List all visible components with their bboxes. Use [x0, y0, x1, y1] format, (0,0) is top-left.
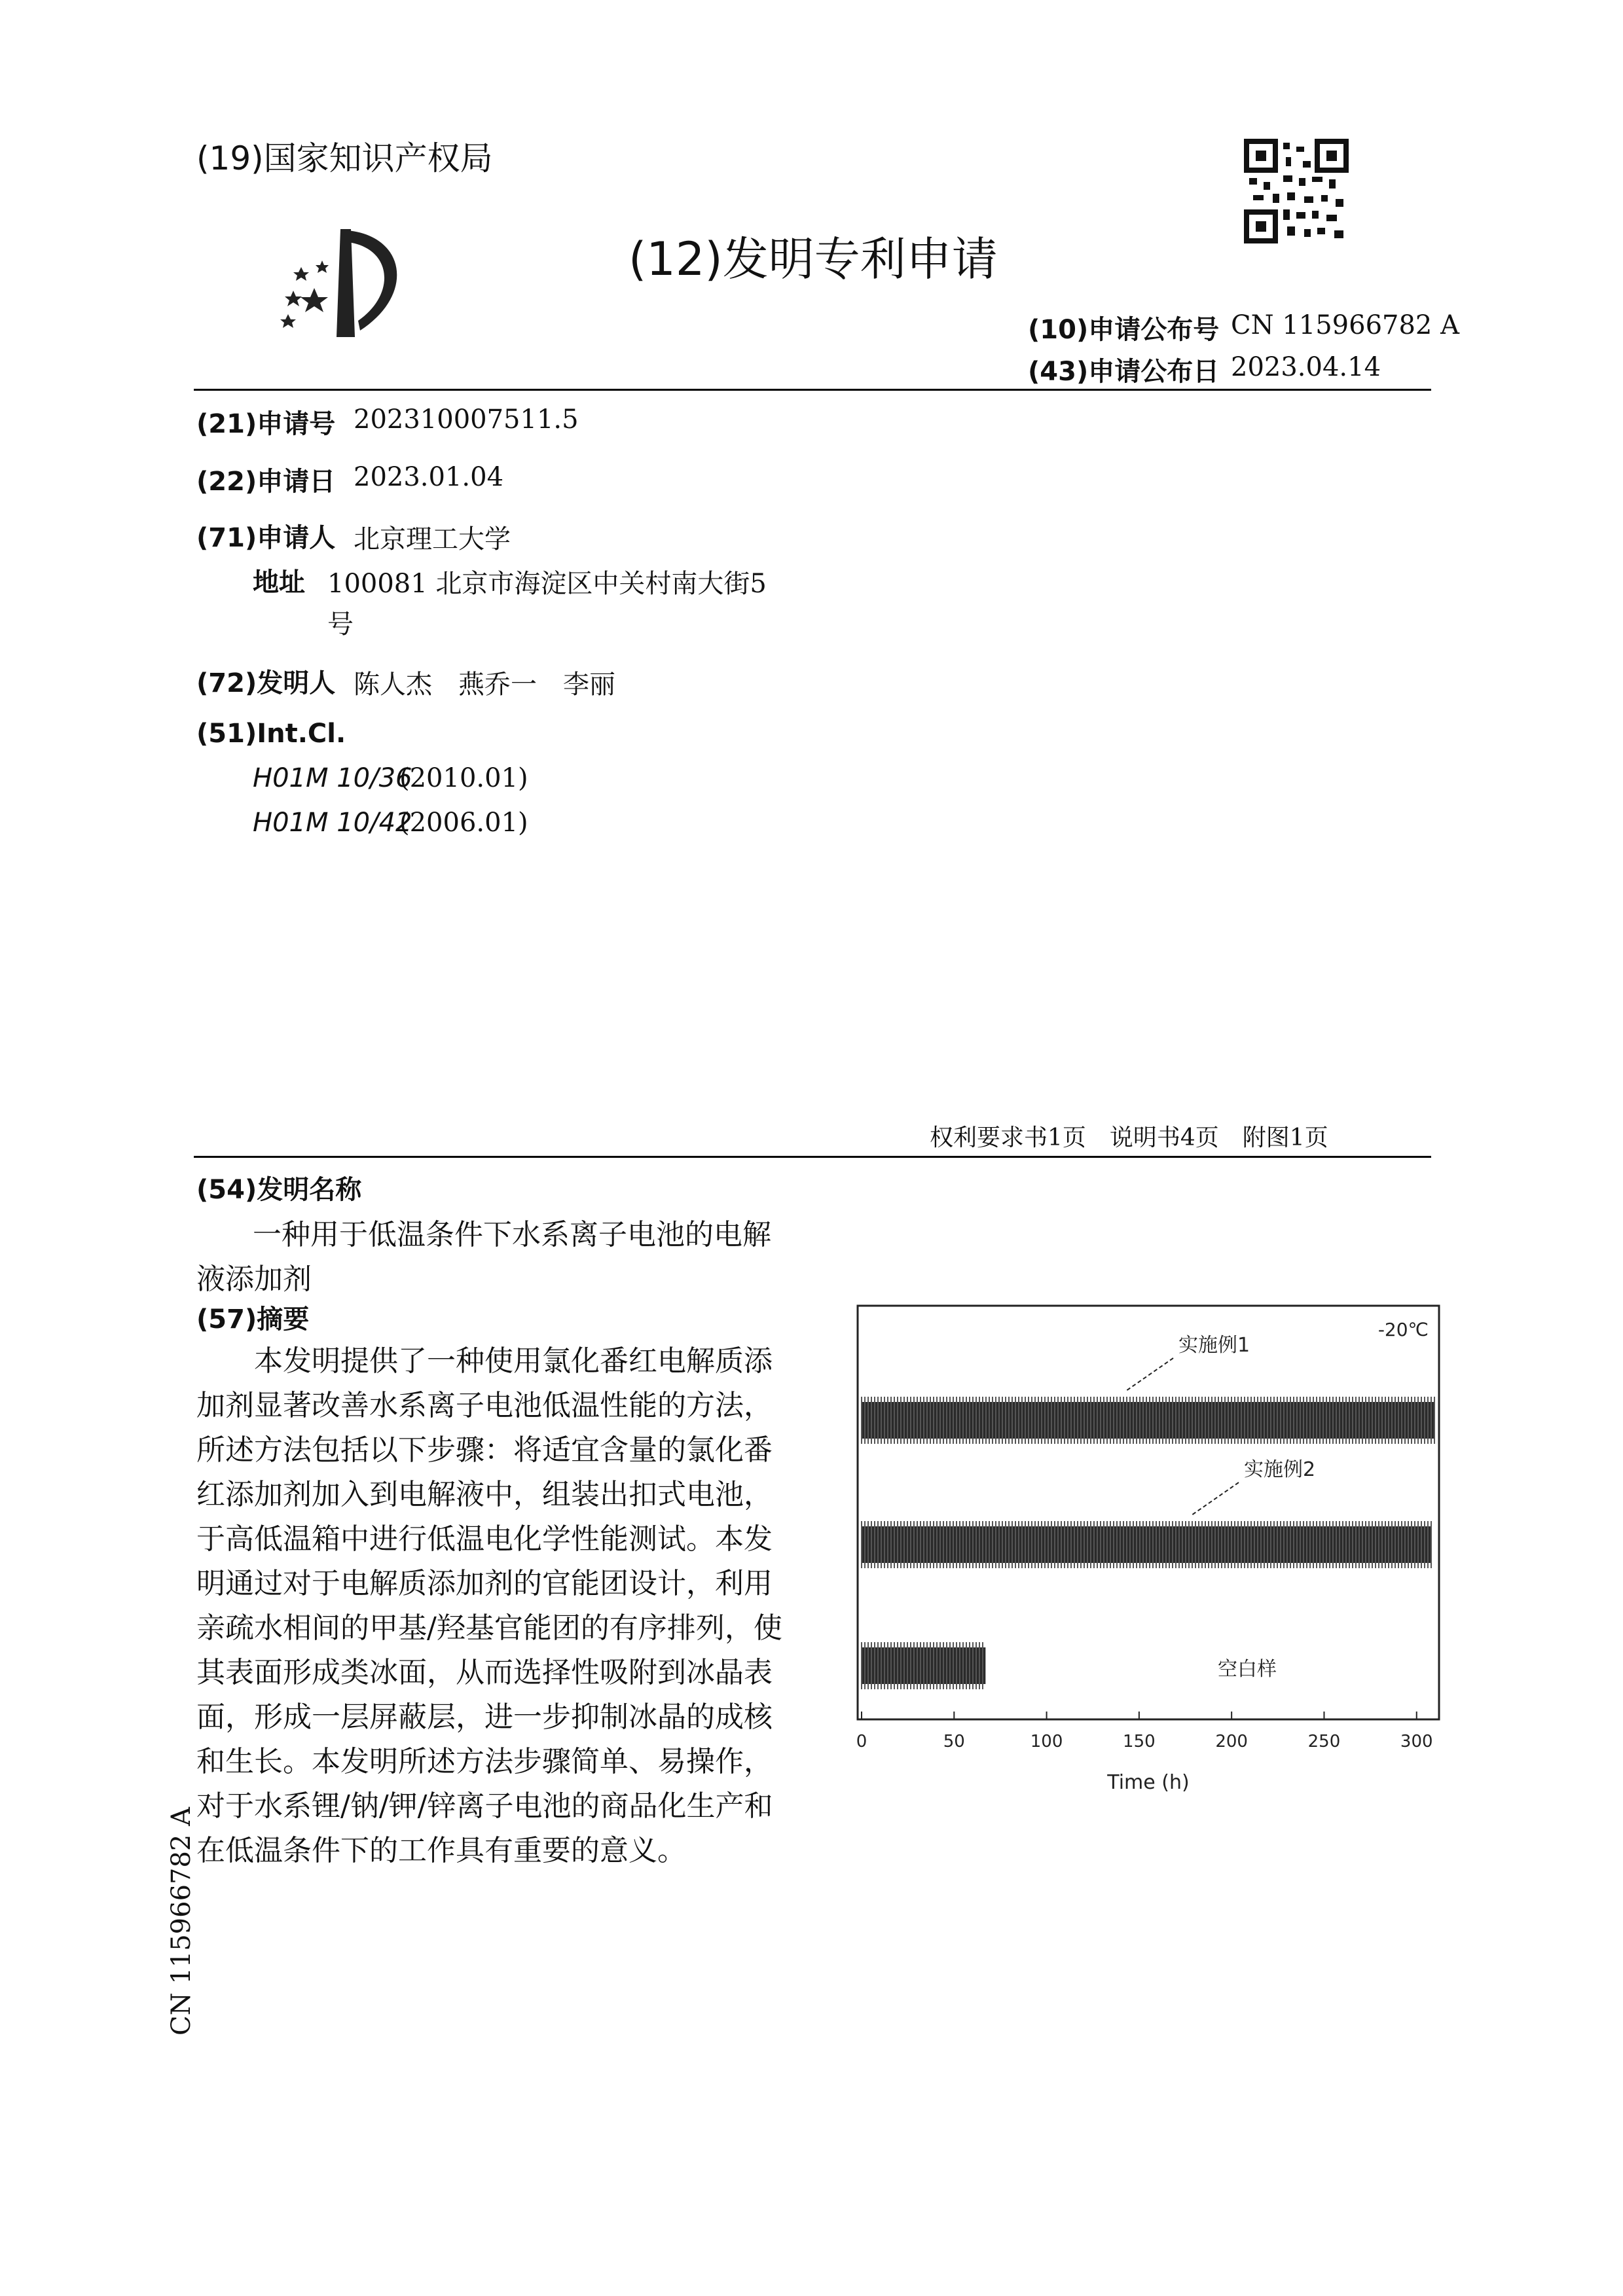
- int-cl-label: (51)Int.Cl.: [196, 719, 346, 749]
- ipc-code: H01M 10/42: [253, 808, 412, 838]
- address-label: 地址: [253, 567, 305, 598]
- data-bar: [862, 1521, 1431, 1568]
- data-bar: [862, 1642, 985, 1689]
- publication-date: 2023.04.14: [1231, 352, 1381, 382]
- invention-title-line1: 一种用于低温条件下水系离子电池的电解: [253, 1218, 771, 1251]
- publication-number-label: (10)申请公布号: [1028, 315, 1220, 345]
- annotation-arrow: [1126, 1358, 1173, 1391]
- abstract-label: (57)摘要: [196, 1304, 310, 1335]
- x-tick-label: 300: [1400, 1732, 1433, 1751]
- qr-code: [1244, 139, 1349, 243]
- x-tick-label: 200: [1215, 1732, 1248, 1751]
- annotation-arrow: [1192, 1482, 1239, 1515]
- series-label: 空白样: [1218, 1658, 1277, 1681]
- x-tick-label: 100: [1030, 1732, 1063, 1751]
- publication-number: CN 115966782 A: [1231, 310, 1459, 340]
- title-label: (54)发明名称: [196, 1175, 362, 1205]
- x-axis-label: Time (h): [1107, 1771, 1190, 1794]
- side-publication-number: CN 115966782 A: [166, 1807, 196, 2036]
- applicant: 北京理工大学: [354, 524, 511, 554]
- cycling-chart: [838, 1299, 1447, 1803]
- publication-date-label: (43)申请公布日: [1028, 357, 1220, 387]
- office-name: (19)国家知识产权局: [196, 139, 493, 177]
- x-tick-label: 50: [943, 1732, 965, 1751]
- data-bar: [862, 1397, 1435, 1444]
- document-type: (12)发明专利申请: [629, 232, 998, 286]
- invention-title-line2: 液添加剂: [196, 1263, 312, 1296]
- header-divider: [194, 389, 1431, 391]
- application-date-label: (22)申请日: [196, 467, 336, 497]
- patent-office-logo: [268, 223, 426, 340]
- series-label: 实施例1: [1178, 1334, 1250, 1357]
- x-tick-label: 0: [856, 1732, 867, 1751]
- abstract-figure: [838, 1299, 1447, 1803]
- ipc-version: (2006.01): [399, 808, 528, 838]
- ipc-version: (2010.01): [399, 763, 528, 793]
- inventors: 陈人杰 燕乔一 李丽: [354, 670, 615, 700]
- address-line1: 100081 北京市海淀区中关村南大街5: [327, 569, 767, 599]
- application-number-label: (21)申请号: [196, 409, 336, 439]
- ipc-code: H01M 10/36: [253, 763, 412, 793]
- x-tick-label: 150: [1123, 1732, 1156, 1751]
- x-tick-label: 250: [1307, 1732, 1341, 1751]
- application-date: 2023.01.04: [354, 462, 504, 492]
- address-line2: 号: [327, 609, 354, 639]
- inventors-label: (72)发明人: [196, 668, 336, 698]
- chart-title: -20℃: [1377, 1319, 1429, 1340]
- series-label: 实施例2: [1244, 1458, 1316, 1481]
- section-divider: [194, 1156, 1431, 1158]
- applicant-label: (71)申请人: [196, 523, 336, 553]
- pages-info: 权利要求书1页 说明书4页 附图1页: [930, 1124, 1328, 1151]
- abstract-text: 本发明提供了一种使用氯化番红电解质添加剂显著改善水系离子电池低温性能的方法，所述方法包括以下步骤：将适宜含量的氯化番红添加剂加入到电解液中，组装出扣式电池，于高低温箱中进行低温电化学性能测试。本发明通过对于电解质添加剂的官能团设计，利用亲疏水相间的甲基/羟基官能团的有序排列，使其表面形成类冰面，从而选择性吸附到冰晶表面，形成一层屏蔽层，进一步抑制冰晶的成核和生长。本发明所述方法步骤简单、易操作，对于水系锂/钠/钾/锌离子电池的商品化生产和在低温条件下的工作具有重要的意义。: [196, 1344, 782, 1867]
- application-number: 202310007511.5: [354, 404, 579, 435]
